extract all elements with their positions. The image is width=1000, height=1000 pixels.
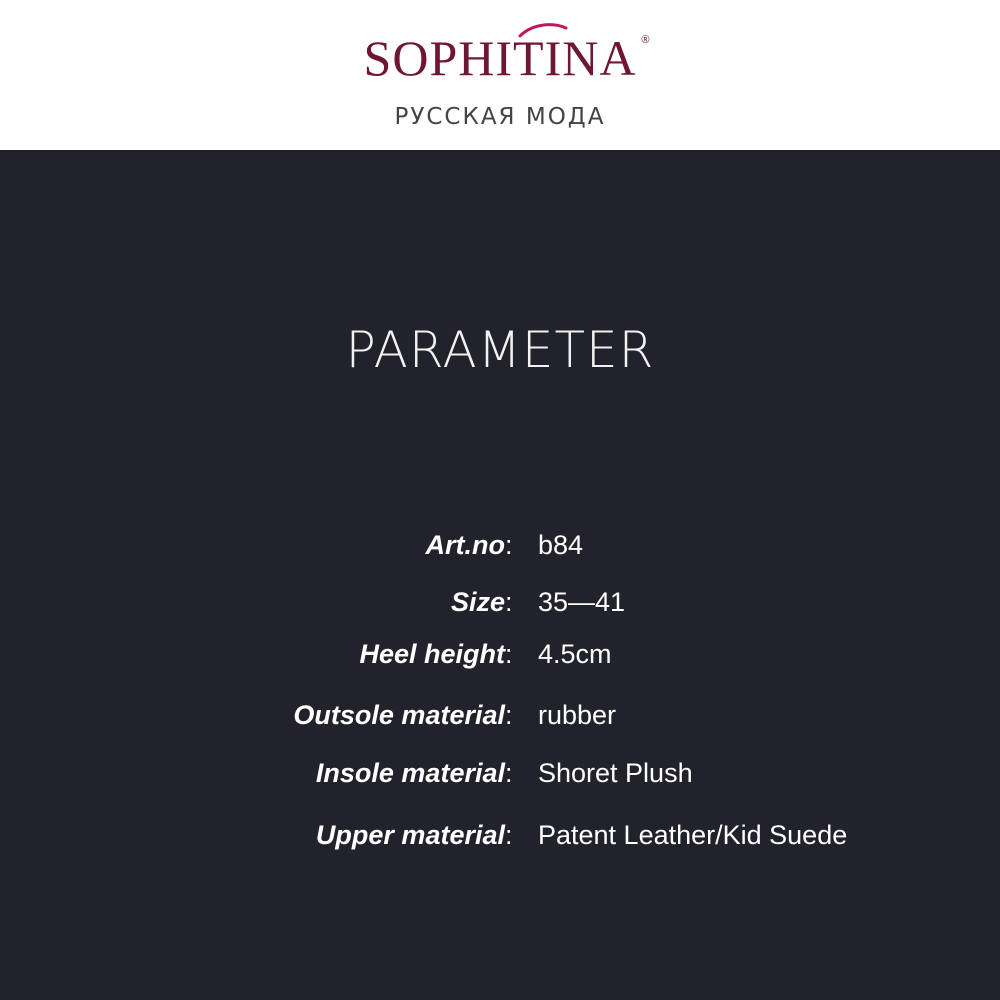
param-value: Patent Leather/Kid Suede	[538, 820, 848, 850]
param-value: b84	[538, 530, 584, 560]
param-row-size	[0, 582, 1000, 622]
registered-mark: ®	[641, 34, 651, 46]
param-value: rubber	[538, 700, 617, 730]
param-value: 35—41	[538, 587, 626, 617]
brand-name: SOPHITINA	[363, 30, 637, 86]
param-row-outsole-material	[0, 695, 1000, 735]
section-title: PARAMETER	[345, 321, 655, 379]
brand-tagline: РУССКАЯ МОДА	[394, 104, 606, 130]
param-value: Shoret Plush	[538, 758, 693, 788]
param-row-art-no	[0, 525, 1000, 565]
param-colon: :	[505, 700, 513, 730]
param-colon: :	[505, 820, 513, 850]
param-label: Art.no	[425, 530, 505, 560]
param-label: Outsole material	[293, 700, 505, 730]
param-label: Insole material	[315, 758, 505, 788]
param-row-upper-material	[0, 815, 1000, 855]
param-colon: :	[505, 758, 513, 788]
param-label: Heel height	[359, 639, 505, 669]
param-colon: :	[505, 639, 513, 669]
param-row-insole-material	[0, 753, 1000, 793]
brand-logo	[0, 28, 1000, 88]
brand-logo-text	[363, 28, 651, 88]
param-label: Size	[450, 587, 505, 617]
param-label: Upper material	[315, 820, 505, 850]
brand-header	[0, 0, 1000, 150]
logo-swash-icon	[518, 22, 568, 38]
param-value: 4.5cm	[538, 639, 612, 669]
param-row-heel-height	[0, 634, 1000, 674]
param-colon: :	[505, 530, 513, 560]
param-colon: :	[505, 587, 513, 617]
